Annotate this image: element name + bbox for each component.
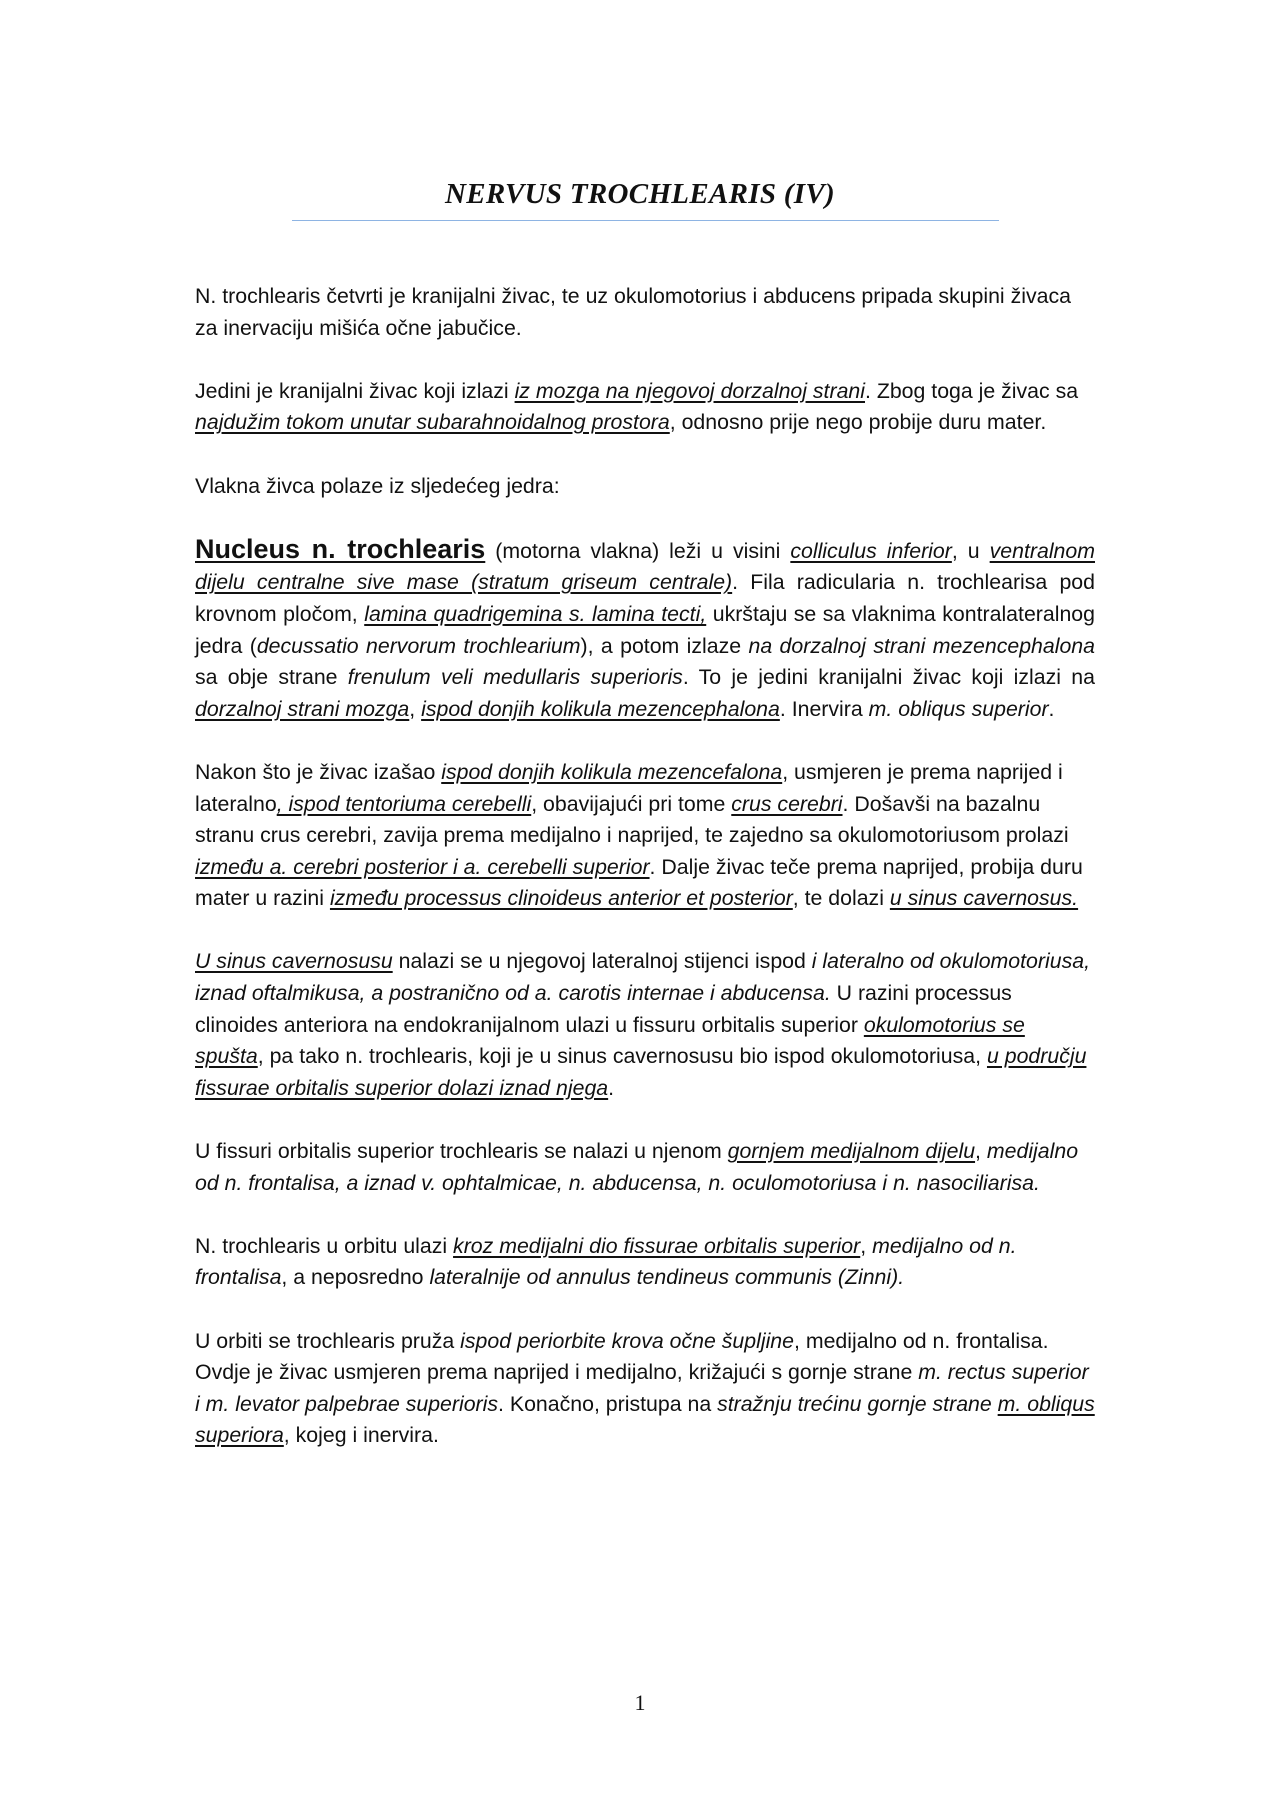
text-run: ,: [975, 1139, 987, 1164]
emphasized-term: najdužim tokom unutar subarahnoidalnog prostora: [195, 410, 670, 435]
italic-term: ispod periorbite krova očne šupljine: [460, 1328, 794, 1353]
text-run: N. trochlearis u orbitu ulazi: [195, 1233, 454, 1258]
italic-term: medijalno od n. frontalisa: [195, 1233, 1017, 1290]
emphasized-term: dorzalnoj strani mozga: [195, 696, 410, 721]
paragraph: [195, 471, 1095, 503]
text-run: . Zbog toga je živac sa: [865, 378, 1079, 403]
emphasized-term: m. obliqus superiora: [195, 1391, 1095, 1448]
text-run: U orbiti se trochlearis pruža: [195, 1328, 461, 1353]
paragraph: [195, 281, 1095, 344]
italic-term: stražnju trećinu gornje strane: [717, 1391, 992, 1416]
emphasized-term: gornjem medijalnom dijelu: [727, 1139, 976, 1164]
text-run: . Došavši na bazalnu stranu crus cerebri, zavija prema medijalno i naprijed, te zajedno sa okulomotoriusom prolazi: [195, 791, 1069, 848]
emphasized-term: lamina quadrigemina s. lamina tecti,: [364, 601, 707, 626]
text-run: . Inervira: [779, 696, 869, 721]
text-run: U razini processus clinoides anteriora na endokranijalnom ulazi u fissuru orbitalis superior: [195, 981, 1012, 1037]
paragraph: [195, 376, 1095, 439]
emphasized-term: između processus clinoideus anterior et posterior: [329, 886, 793, 911]
text-run: .: [1048, 696, 1055, 721]
text-run: Vlakna živca polaze iz sljedećeg jedra:: [195, 473, 560, 498]
nucleus-heading: Nucleus n. trochlearis: [195, 533, 486, 564]
text-run: sa obje strane: [195, 665, 348, 690]
text-run: ), a potom izlaze: [580, 633, 749, 658]
text-run: ,: [860, 1233, 873, 1258]
text-run: , te dolazi: [792, 886, 890, 911]
emphasized-term: crus cerebri: [731, 791, 843, 816]
document-body: [195, 281, 1095, 1484]
emphasized-term: u području fissurae orbitalis superior dolazi iznad njega: [195, 1044, 1087, 1100]
text-run: nalazi se u njegovoj lateralnoj stijenci ispod: [392, 949, 812, 974]
italic-term: na dorzalnoj strani mezencephalona: [748, 633, 1095, 658]
emphasized-term: između a. cerebri posterior i a. cerebelli superior: [195, 854, 650, 879]
paragraph: [195, 1231, 1095, 1294]
text-run: N. trochlearis četvrti je kranijalni živac, te uz okulomotorius i abducens pripada skupini živaca za inervaciju mišića očne jabučice.: [195, 284, 1071, 340]
text-run: . Dalje živac teče prema naprijed, probija duru mater u razini: [195, 854, 1083, 911]
text-run: , odnosno prije nego probije duru mater.: [669, 410, 1047, 435]
italic-term: frenulum veli medullaris superioris: [347, 665, 683, 690]
emphasized-term: kroz medijalni dio fissurae orbitalis superior: [453, 1233, 861, 1258]
italic-term: decussatio nervorum trochlearium: [256, 633, 581, 658]
text-run: ,: [409, 696, 422, 721]
text-run: , usmjeren je prema naprijed i lateralno: [195, 759, 1063, 816]
text-run: ukrštaju se sa vlaknima kontralateralnog jedra (: [195, 601, 1095, 658]
text-run: Jedini je kranijalni živac koji izlazi: [195, 378, 515, 403]
paragraph: [195, 946, 1095, 1104]
emphasized-term: ispod donjih kolikula mezencefalona: [441, 759, 783, 784]
text-run: , u: [951, 538, 990, 563]
text-run: , medijalno od n. frontalisa. Ovdje je živac usmjeren prema naprijed i medijalno, križajući s gornje strane: [195, 1328, 1049, 1385]
emphasized-term: u sinus cavernosus.: [889, 886, 1079, 911]
emphasized-term: okulomotorius se spušta: [195, 1012, 1025, 1069]
paragraph: [195, 534, 1095, 726]
paragraph: [195, 1136, 1095, 1199]
italic-term: medijalno od n. frontalisa, a iznad v. ophtalmicae, n. abducensa, n. oculomotoriusa i n. nasociliarisa.: [195, 1139, 1079, 1195]
page-title: NERVUS TROCHLEARIS (IV): [445, 178, 835, 210]
emphasized-term: , ispod tentoriuma cerebelli: [276, 791, 532, 816]
text-run: U fissuri orbitalis superior trochlearis se nalazi u njenom: [195, 1139, 728, 1164]
paragraph: [195, 757, 1095, 915]
emphasized-term: iz mozga na njegovoj dorzalnoj strani: [514, 378, 865, 403]
text-run: , kojeg i inervira.: [283, 1423, 439, 1448]
italic-term: m. obliqus superior: [868, 696, 1049, 721]
italic-term: m. rectus superior i m. levator palpebrae superioris: [195, 1360, 1089, 1416]
emphasized-term: U sinus cavernosusu: [195, 949, 393, 974]
emphasized-term: ispod donjih kolikula mezencephalona: [421, 696, 780, 721]
paragraph: [195, 1326, 1095, 1452]
page-number: 1: [634, 1690, 646, 1715]
text-run: , obavijajući pri tome: [531, 791, 732, 816]
text-run: . Konačno, pristupa na: [498, 1391, 718, 1416]
text-run: , pa tako n. trochlearis, koji je u sinus cavernosusu bio ispod okulomotoriusa,: [257, 1044, 987, 1069]
italic-term: lateralnije od annulus tendineus communis (Zinni).: [429, 1265, 905, 1290]
text-run: . To je jedini kranijalni živac koji izlazi na: [682, 665, 1095, 690]
emphasized-term: ventralnom dijelu centralne sive mase (stratum griseum centrale): [195, 538, 1095, 595]
text-run: , a neposredno: [281, 1265, 430, 1290]
text-run: (motorna vlakna) leži u visini: [485, 538, 791, 563]
title-underline: [292, 220, 999, 221]
italic-term: i lateralno od okulomotoriusa, iznad oftalmikusa, a postranično od a. carotis internae i abducensa.: [195, 949, 1090, 1006]
text-run: .: [608, 1075, 615, 1100]
text-run: . Fila radicularia n. trochlearisa pod krovnom pločom,: [195, 570, 1095, 626]
text-run: Nakon što je živac izašao: [195, 759, 442, 784]
emphasized-term: colliculus inferior: [790, 538, 952, 563]
